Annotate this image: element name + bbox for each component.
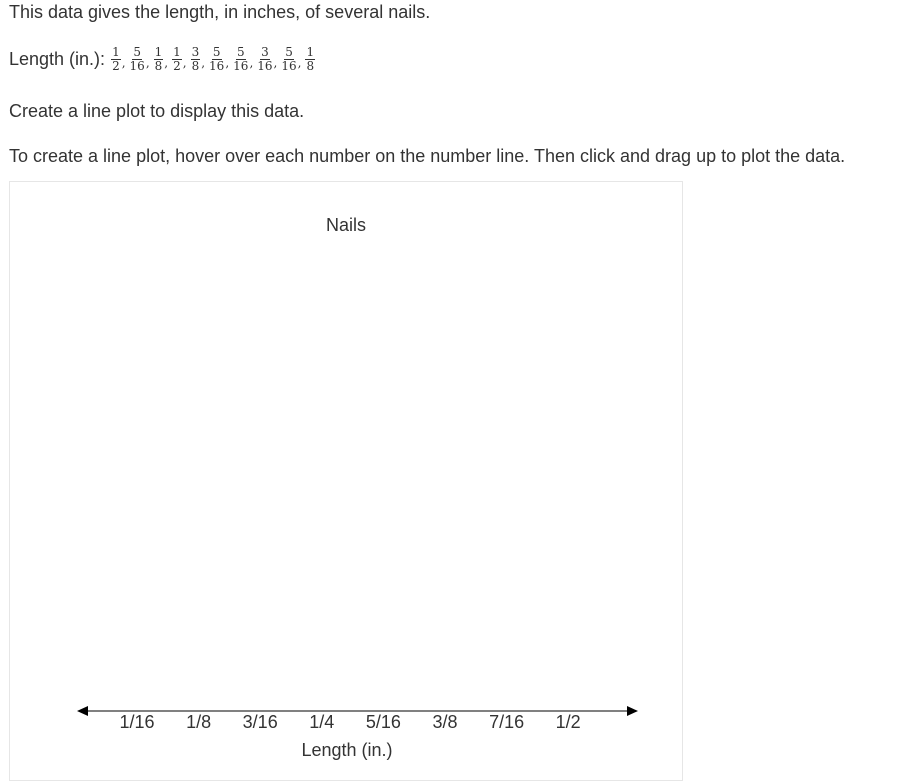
fraction-value: [233, 46, 248, 73]
fraction-numerator: 1: [173, 45, 181, 59]
fraction-denominator: 16: [257, 59, 273, 73]
fraction-denominator: 8: [191, 59, 200, 73]
data-values: [111, 46, 315, 73]
separator: ,: [273, 55, 278, 70]
tick-labels: [119, 712, 580, 732]
separator: ,: [225, 55, 230, 70]
fraction-numerator: 3: [191, 45, 200, 59]
number-line: [77, 706, 638, 716]
data-line: [9, 46, 315, 73]
separator: ,: [121, 55, 126, 70]
fraction-numerator: 5: [133, 45, 141, 59]
fraction-numerator: 1: [112, 45, 120, 59]
task-text: Create a line plot to display this data.: [9, 101, 305, 121]
fraction-denominator: 8: [306, 59, 315, 73]
fraction-denominator: 16: [233, 59, 249, 73]
fraction-denominator: 16: [129, 59, 145, 73]
fraction-numerator: 5: [285, 45, 293, 59]
tick-label[interactable]: 3/16: [242, 712, 278, 732]
number-line-plot[interactable]: [10, 182, 684, 782]
fraction-value: [305, 46, 315, 73]
data-label: Length (in.):: [9, 49, 106, 69]
fraction-value: [130, 46, 145, 73]
separator: ,: [249, 55, 254, 70]
fraction-numerator: 1: [154, 45, 163, 59]
fraction-numerator: 5: [212, 45, 221, 59]
fraction-value: [154, 46, 164, 73]
fraction-denominator: 2: [112, 59, 120, 73]
fraction-denominator: 16: [281, 59, 297, 73]
x-axis-title: Length (in.): [301, 740, 393, 760]
fraction-value: [172, 46, 182, 73]
instructions-text: To create a line plot, hover over each number on the number line. Then click and drag up to plot the data.: [9, 146, 846, 166]
fraction-value: [209, 46, 224, 73]
intro-text: This data gives the length, in inches, of several nails.: [9, 2, 431, 22]
fraction-value: [191, 46, 201, 73]
separator: ,: [201, 55, 206, 70]
fraction-numerator: 5: [236, 45, 245, 59]
fraction-value: [111, 46, 121, 73]
tick-label[interactable]: 7/16: [489, 712, 525, 732]
plot-title: Nails: [325, 215, 366, 235]
fraction-value: [281, 46, 296, 73]
separator: ,: [182, 55, 187, 70]
fraction-denominator: 16: [209, 59, 225, 73]
tick-label[interactable]: 3/8: [432, 712, 458, 732]
arrow-left-icon: [77, 706, 88, 716]
arrow-right-icon: [627, 706, 638, 716]
separator: ,: [145, 55, 150, 70]
tick-label[interactable]: 1/8: [186, 712, 212, 732]
separator: ,: [164, 55, 169, 70]
tick-label[interactable]: 1/16: [119, 712, 155, 732]
fraction-numerator: 3: [261, 45, 269, 59]
fraction-denominator: 2: [173, 59, 181, 73]
tick-label[interactable]: 1/2: [555, 712, 581, 732]
fraction-denominator: 8: [154, 59, 163, 73]
fraction-numerator: 1: [306, 45, 315, 59]
tick-label[interactable]: 5/16: [365, 712, 401, 732]
line-plot-panel: [9, 181, 683, 781]
tick-label[interactable]: 1/4: [309, 712, 335, 732]
separator: ,: [297, 55, 302, 70]
fraction-value: [257, 46, 272, 73]
